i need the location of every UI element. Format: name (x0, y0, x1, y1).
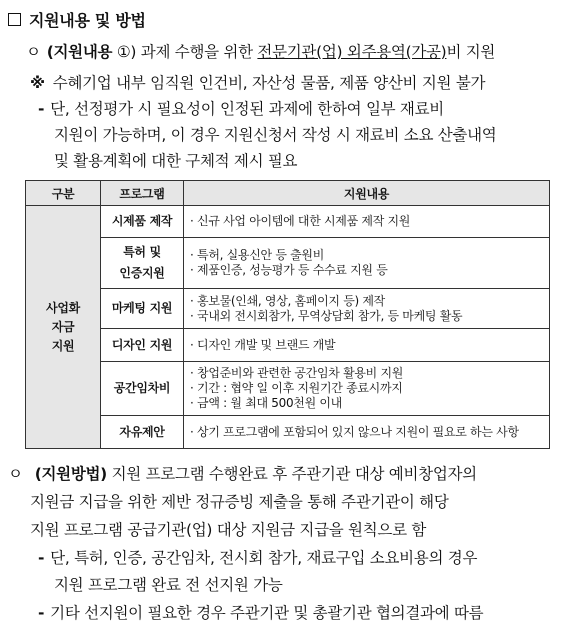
support-method-line-3: 지원 프로그램 공급기관(업) 대상 지원금 지급을 원칙으로 함 (30, 521, 427, 539)
content-item: · 국내외 전시회참가, 무역상담회 참가, 등 마케팅 활동 (190, 308, 463, 323)
note-detail-line-3: 및 활용계획에 대한 구체적 제시 필요 (54, 152, 298, 170)
content-item: · 디자인 개발 및 브랜드 개발 (190, 337, 336, 352)
note-line (30, 71, 485, 93)
dash-bullet: - (38, 549, 45, 567)
support-content-text-pre: 과제 수행을 위한 (140, 43, 253, 61)
table-header: 구분 (26, 181, 101, 206)
support-table (25, 180, 550, 449)
program-name: 디자인 지원 (111, 337, 173, 352)
content-cell (184, 329, 550, 362)
content-item: · 창업준비와 관련한 공간임차 활용비 지원 (190, 366, 404, 380)
support-method-label: (지원방법) (34, 465, 107, 483)
table-header: 프로그램 (101, 181, 184, 206)
support-content-underlined: 전문기관(업) 외주용역(가공) (257, 43, 447, 61)
content-item: · 신규 사업 아이템에 대한 시제품 제작 지원 (190, 214, 411, 228)
section-heading (8, 8, 146, 31)
table-row (26, 416, 550, 449)
table-row (26, 329, 550, 362)
method-detail-line (38, 601, 483, 623)
support-method-text: 지원 프로그램 수행완료 후 주관기관 대상 예비창업자의 (111, 465, 477, 483)
method-detail-text: 단, 특허, 인증, 공간임차, 전시회 참가, 재료구입 소요비용의 경우 (50, 549, 478, 567)
program-cell (101, 238, 184, 289)
content-item: · 금액 : 월 최대 500천원 이내 (190, 396, 342, 410)
program-name: 자유제안 (119, 424, 165, 439)
table-row (26, 289, 550, 329)
note-detail-text: 단, 선정평가 시 필요성이 인정된 과제에 한하여 일부 재료비 (50, 100, 444, 118)
program-name: 특허 및 (123, 245, 161, 259)
table-row (26, 362, 550, 416)
table-header: 지원내용 (184, 181, 550, 206)
method-detail-text: 기타 선지원이 필요한 경우 주관기관 및 총괄기관 협의결과에 따름 (50, 604, 484, 622)
content-item: · 홍보물(인쇄, 영상, 홈페이지 등) 제작 (190, 293, 385, 308)
content-cell (184, 362, 550, 416)
support-method-line-1 (8, 462, 477, 484)
note-detail-line-2: 지원이 가능하며, 이 경우 지원신청서 작성 시 재료비 소요 산출내역 (54, 126, 497, 144)
program-name: 시제품 제작 (111, 214, 173, 228)
note-detail-line-1 (38, 97, 444, 119)
note-text: 수혜기업 내부 임직원 인건비, 자산성 물품, 제품 양산비 지원 불가 (52, 74, 486, 92)
support-content-line (26, 40, 495, 62)
circle-bullet-icon: ㅇ (8, 465, 23, 483)
dash-bullet: - (38, 604, 45, 622)
category-cell (26, 206, 101, 449)
section-heading-text: 지원내용 및 방법 (29, 11, 146, 30)
table-header-row (26, 181, 550, 206)
table-row (26, 206, 550, 238)
program-cell (101, 416, 184, 449)
dash-bullet: - (38, 100, 45, 118)
content-cell (184, 416, 550, 449)
content-item: · 상기 프로그램에 포함되어 있지 않으나 지원이 필요로 하는 사항 (190, 424, 519, 439)
content-cell (184, 238, 550, 289)
circle-bullet-icon: ㅇ (26, 43, 41, 61)
method-detail-line (38, 546, 477, 568)
content-item: · 기간 : 협약 일 이후 지원기간 종료시까지 (190, 381, 403, 395)
program-cell (101, 206, 184, 238)
category-line: 지원 (51, 338, 75, 353)
support-content-text-post: 비 지원 (446, 43, 496, 61)
content-item: · 제품인증, 성능평가 등 수수료 지원 등 (190, 263, 388, 277)
category-line: 사업화 (46, 300, 80, 315)
support-method-line-2: 지원금 지급을 위한 제반 정규증빙 제출을 통해 주관기관이 해당 (30, 493, 449, 511)
content-item: · 특허, 실용신안 등 출원비 (190, 248, 325, 262)
method-detail-line: 지원 프로그램 완료 전 선지원 가능 (54, 576, 283, 594)
program-cell (101, 362, 184, 416)
checkbox-square-icon (8, 13, 21, 26)
program-name: 인증지원 (119, 266, 165, 280)
support-content-item-no: ①) (116, 43, 137, 61)
program-name: 공간임차비 (113, 381, 171, 395)
program-cell (101, 329, 184, 362)
content-cell (184, 289, 550, 329)
program-name: 마케팅 지원 (111, 301, 173, 315)
table-row (26, 238, 550, 289)
support-content-label: (지원내용 (46, 43, 113, 61)
content-cell (184, 206, 550, 238)
reference-mark-icon: ※ (30, 74, 45, 92)
program-cell (101, 289, 184, 329)
category-line: 자금 (51, 319, 75, 334)
